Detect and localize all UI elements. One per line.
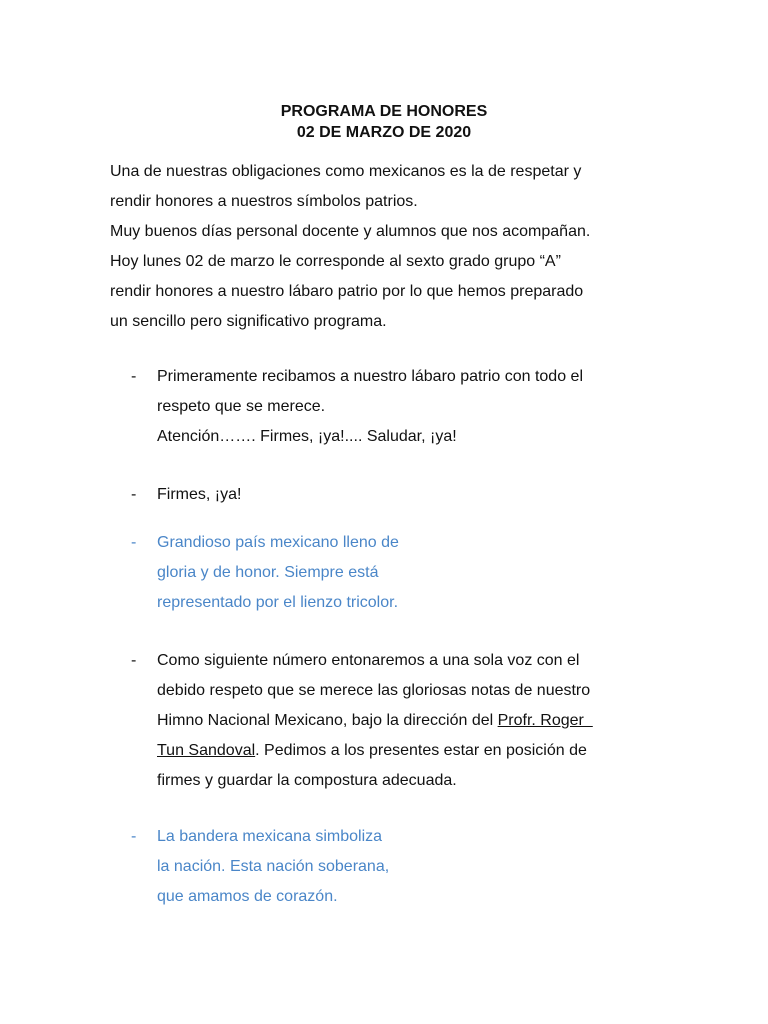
intro-line: Muy buenos días personal docente y alumnos que nos acompañan.: [110, 223, 591, 240]
bullet-dash: -: [131, 534, 137, 551]
item-line: debido respeto que se merece las gloriosas notas de nuestro: [157, 682, 591, 699]
verse-line: representado por el lienzo tricolor.: [157, 594, 399, 611]
verse-line: la nación. Esta nación soberana,: [157, 858, 390, 875]
document-title: PROGRAMA DE HONORES: [280, 103, 488, 120]
item-line: Firmes, ¡ya!: [157, 486, 242, 503]
verse-line: La bandera mexicana simboliza: [157, 828, 383, 845]
item-line: [157, 706, 667, 736]
item-line: Atención……. Firmes, ¡ya!.... Saludar, ¡ya!: [157, 428, 457, 445]
verse-line: gloria y de honor. Siempre está: [157, 564, 379, 581]
verse-line: Grandioso país mexicano lleno de: [157, 534, 399, 551]
bullet-dash: -: [131, 652, 137, 669]
document-date: 02 DE MARZO DE 2020: [296, 124, 472, 141]
item-text: . Pedimos a los presentes estar en posición de: [255, 742, 587, 759]
intro-line: un sencillo pero significativo programa.: [110, 313, 387, 330]
item-line: firmes y guardar la compostura adecuada.: [157, 772, 457, 789]
item-line: [157, 736, 667, 766]
item-line: Como siguiente número entonaremos a una sola voz con el: [157, 652, 580, 669]
intro-line: rendir honores a nuestros símbolos patrios.: [110, 193, 418, 210]
verse-line: que amamos de corazón.: [157, 888, 338, 905]
intro-line: rendir honores a nuestro lábaro patrio por lo que hemos preparado: [110, 283, 584, 300]
director-name-part1: Profr. Roger: [497, 712, 593, 729]
bullet-dash: -: [131, 828, 137, 845]
intro-line: Una de nuestras obligaciones como mexicanos es la de respetar y: [110, 163, 582, 180]
director-name-part2: Tun Sandoval: [157, 742, 256, 759]
item-line: respeto que se merece.: [157, 398, 326, 415]
item-line: Primeramente recibamos a nuestro lábaro patrio con todo el: [157, 368, 583, 385]
intro-paragraph: [110, 157, 670, 337]
intro-line: Hoy lunes 02 de marzo le corresponde al sexto grado grupo “A”: [110, 253, 561, 270]
bullet-dash: -: [131, 368, 137, 385]
item-text: Himno Nacional Mexicano, bajo la dirección del: [157, 712, 498, 729]
bullet-dash: -: [131, 486, 137, 503]
